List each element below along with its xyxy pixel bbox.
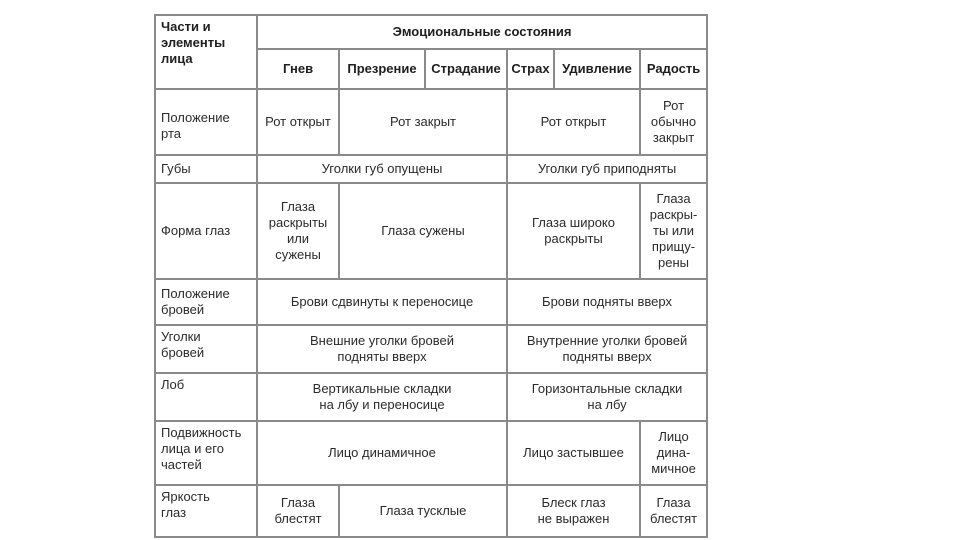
- cell-eyes-fear-surprise: Глаза широко раскрыты: [507, 183, 640, 279]
- table-row-brightness: [155, 485, 707, 537]
- cell-lips-negative: Уголки губ опущены: [257, 155, 507, 183]
- cell-eyes-joy: Глаза раскры- ты или прищу- рены: [640, 183, 707, 279]
- cell-mobility-negative: Лицо динамичное: [257, 421, 507, 485]
- cell-eyes-anger: Глаза раскрыты или сужены: [257, 183, 339, 279]
- cell-brightness-contempt-suffering: Глаза тусклые: [339, 485, 507, 537]
- table-row-eyes: [155, 183, 707, 279]
- table-row-brows-position: [155, 279, 707, 325]
- emotion-anger-header: Гнев: [257, 49, 339, 89]
- emotion-surprise-header: Удивление: [554, 49, 640, 89]
- cell-forehead-positive: Горизонтальные складки на лбу: [507, 373, 707, 421]
- row-label-mouth: Положение рта: [155, 89, 257, 155]
- cell-brightness-fear-surprise: Блеск глаз не выражен: [507, 485, 640, 537]
- emotion-joy-header: Радость: [640, 49, 707, 89]
- cell-forehead-negative: Вертикальные складки на лбу и переносице: [257, 373, 507, 421]
- cell-brows-position-positive: Брови подняты вверх: [507, 279, 707, 325]
- cell-mouth-contempt-suffering: Рот закрыт: [339, 89, 507, 155]
- emotions-table: [154, 14, 708, 538]
- row-label-lips: Губы: [155, 155, 257, 183]
- cell-brightness-joy: Глаза блестят: [640, 485, 707, 537]
- cell-brightness-anger: Глаза блестят: [257, 485, 339, 537]
- emotional-states-header: Эмоциональные состояния: [257, 15, 707, 49]
- table-row-lips: [155, 155, 707, 183]
- table-row-brow-corners: [155, 325, 707, 373]
- cell-brow-corners-positive: Внутренние уголки бровей подняты вверх: [507, 325, 707, 373]
- table-row-mouth: [155, 89, 707, 155]
- corner-header-cell: Части и элементы лица: [155, 15, 257, 89]
- row-label-eye-brightness: Яркость глаз: [155, 485, 257, 537]
- cell-brows-position-negative: Брови сдвинуты к переносице: [257, 279, 507, 325]
- cell-mobility-joy: Лицо дина- мичное: [640, 421, 707, 485]
- row-label-eye-shape: Форма глаз: [155, 183, 257, 279]
- cell-mobility-fear-surprise: Лицо застывшее: [507, 421, 640, 485]
- emotion-contempt-header: Презрение: [339, 49, 425, 89]
- cell-eyes-contempt-suffering: Глаза сужены: [339, 183, 507, 279]
- table-row-mobility: [155, 421, 707, 485]
- cell-mouth-anger: Рот открыт: [257, 89, 339, 155]
- row-label-forehead: Лоб: [155, 373, 257, 421]
- header-row-group: [155, 15, 707, 49]
- row-label-brow-corners: Уголки бровей: [155, 325, 257, 373]
- row-label-brows-position: Положение бровей: [155, 279, 257, 325]
- cell-lips-positive: Уголки губ приподняты: [507, 155, 707, 183]
- row-label-mobility: Подвижность лица и его частей: [155, 421, 257, 485]
- emotion-fear-header: Страх: [507, 49, 554, 89]
- cell-brow-corners-negative: Внешние уголки бровей подняты вверх: [257, 325, 507, 373]
- cell-mouth-fear-surprise: Рот открыт: [507, 89, 640, 155]
- emotion-suffering-header: Страдание: [425, 49, 507, 89]
- cell-mouth-joy: Рот обычно закрыт: [640, 89, 707, 155]
- table-row-forehead: [155, 373, 707, 421]
